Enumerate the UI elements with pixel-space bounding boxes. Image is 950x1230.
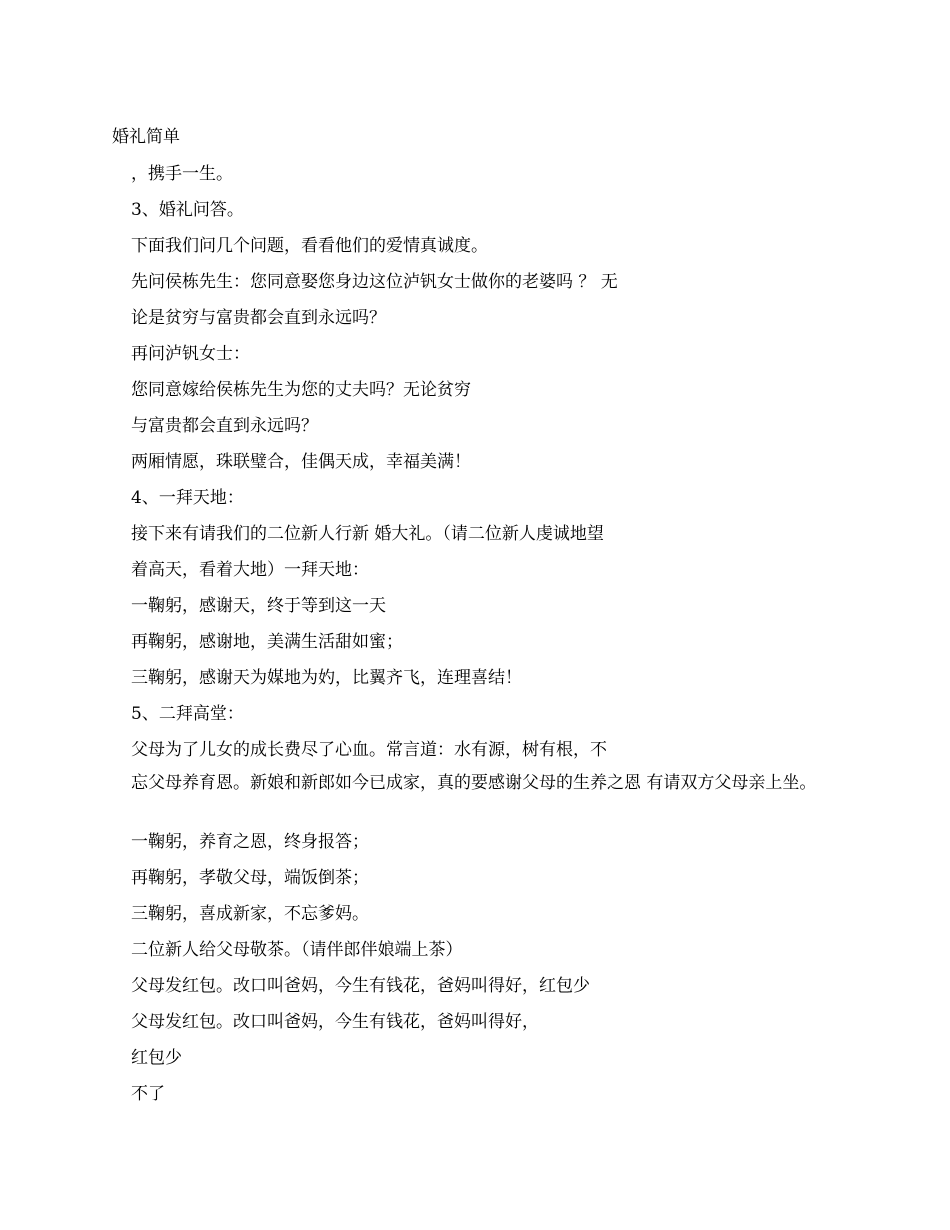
text-line: 两厢情愿，珠联璧合，佳偶天成，幸福美满！ <box>131 452 471 472</box>
text-line: 下面我们问几个问题，看看他们的爱情真诚度。 <box>131 236 488 256</box>
text-line: 父母为了儿女的成长费尽了心血。常言道：水有源，树有根，不 <box>131 740 607 760</box>
section-heading: 5、二拜高堂： <box>131 704 244 724</box>
text-line: 再鞠躬，孝敬父母，端饭倒茶； <box>131 868 369 888</box>
text-line: 三鞠躬，喜成新家，不忘爹妈。 <box>131 904 369 924</box>
document-title: 婚礼简单 <box>112 127 180 147</box>
text-line: 接下来有请我们的二位新人行新 婚大礼。（请二位新人虔诚地望 <box>131 524 604 544</box>
text-line: 红包少 <box>131 1048 182 1068</box>
text-line: 父母发红包。改口叫爸妈，今生有钱花，爸妈叫得好，红包少 <box>131 976 590 996</box>
text-line: 父母发红包。改口叫爸妈，今生有钱花，爸妈叫得好， <box>131 1012 539 1032</box>
text-line: 不了 <box>131 1084 165 1104</box>
text-line: 先问侯栋先生：您同意娶您身边这位泸钒女士做你的老婆吗 ？ 无 <box>131 272 618 292</box>
text-line: ，携手一生。 <box>131 164 233 184</box>
text-line: 三鞠躬，感谢天为媒地为妁，比翼齐飞，连理喜结！ <box>131 668 522 688</box>
text-line: 再鞠躬，感谢地，美满生活甜如蜜； <box>131 632 403 652</box>
wrapped-text-line: 忘父母养育恩。新娘和新郎如今已成家，真的要感谢父母的生养之恩 有请双方父母亲上坐。 <box>131 773 817 793</box>
text-line: 一鞠躬，感谢天，终于等到这一天 <box>131 596 386 616</box>
text-line: 着高天，看着大地）一拜天地： <box>131 560 369 580</box>
text-line: 您同意嫁给侯栋先生为您的丈夫吗？无论贫穷 <box>131 380 471 400</box>
text-line: 论是贫穷与富贵都会直到永远吗？ <box>131 308 386 328</box>
text-line: 二位新人给父母敬茶。（请伴郎伴娘端上茶） <box>131 940 463 960</box>
section-heading: 4、一拜天地： <box>131 488 244 508</box>
text-line: 3、婚礼问答。 <box>131 200 244 220</box>
text-line: 与富贵都会直到永远吗？ <box>131 416 318 436</box>
text-line: 一鞠躬，养育之恩，终身报答； <box>131 832 369 852</box>
text-line: 再问泸钒女士： <box>131 344 250 364</box>
